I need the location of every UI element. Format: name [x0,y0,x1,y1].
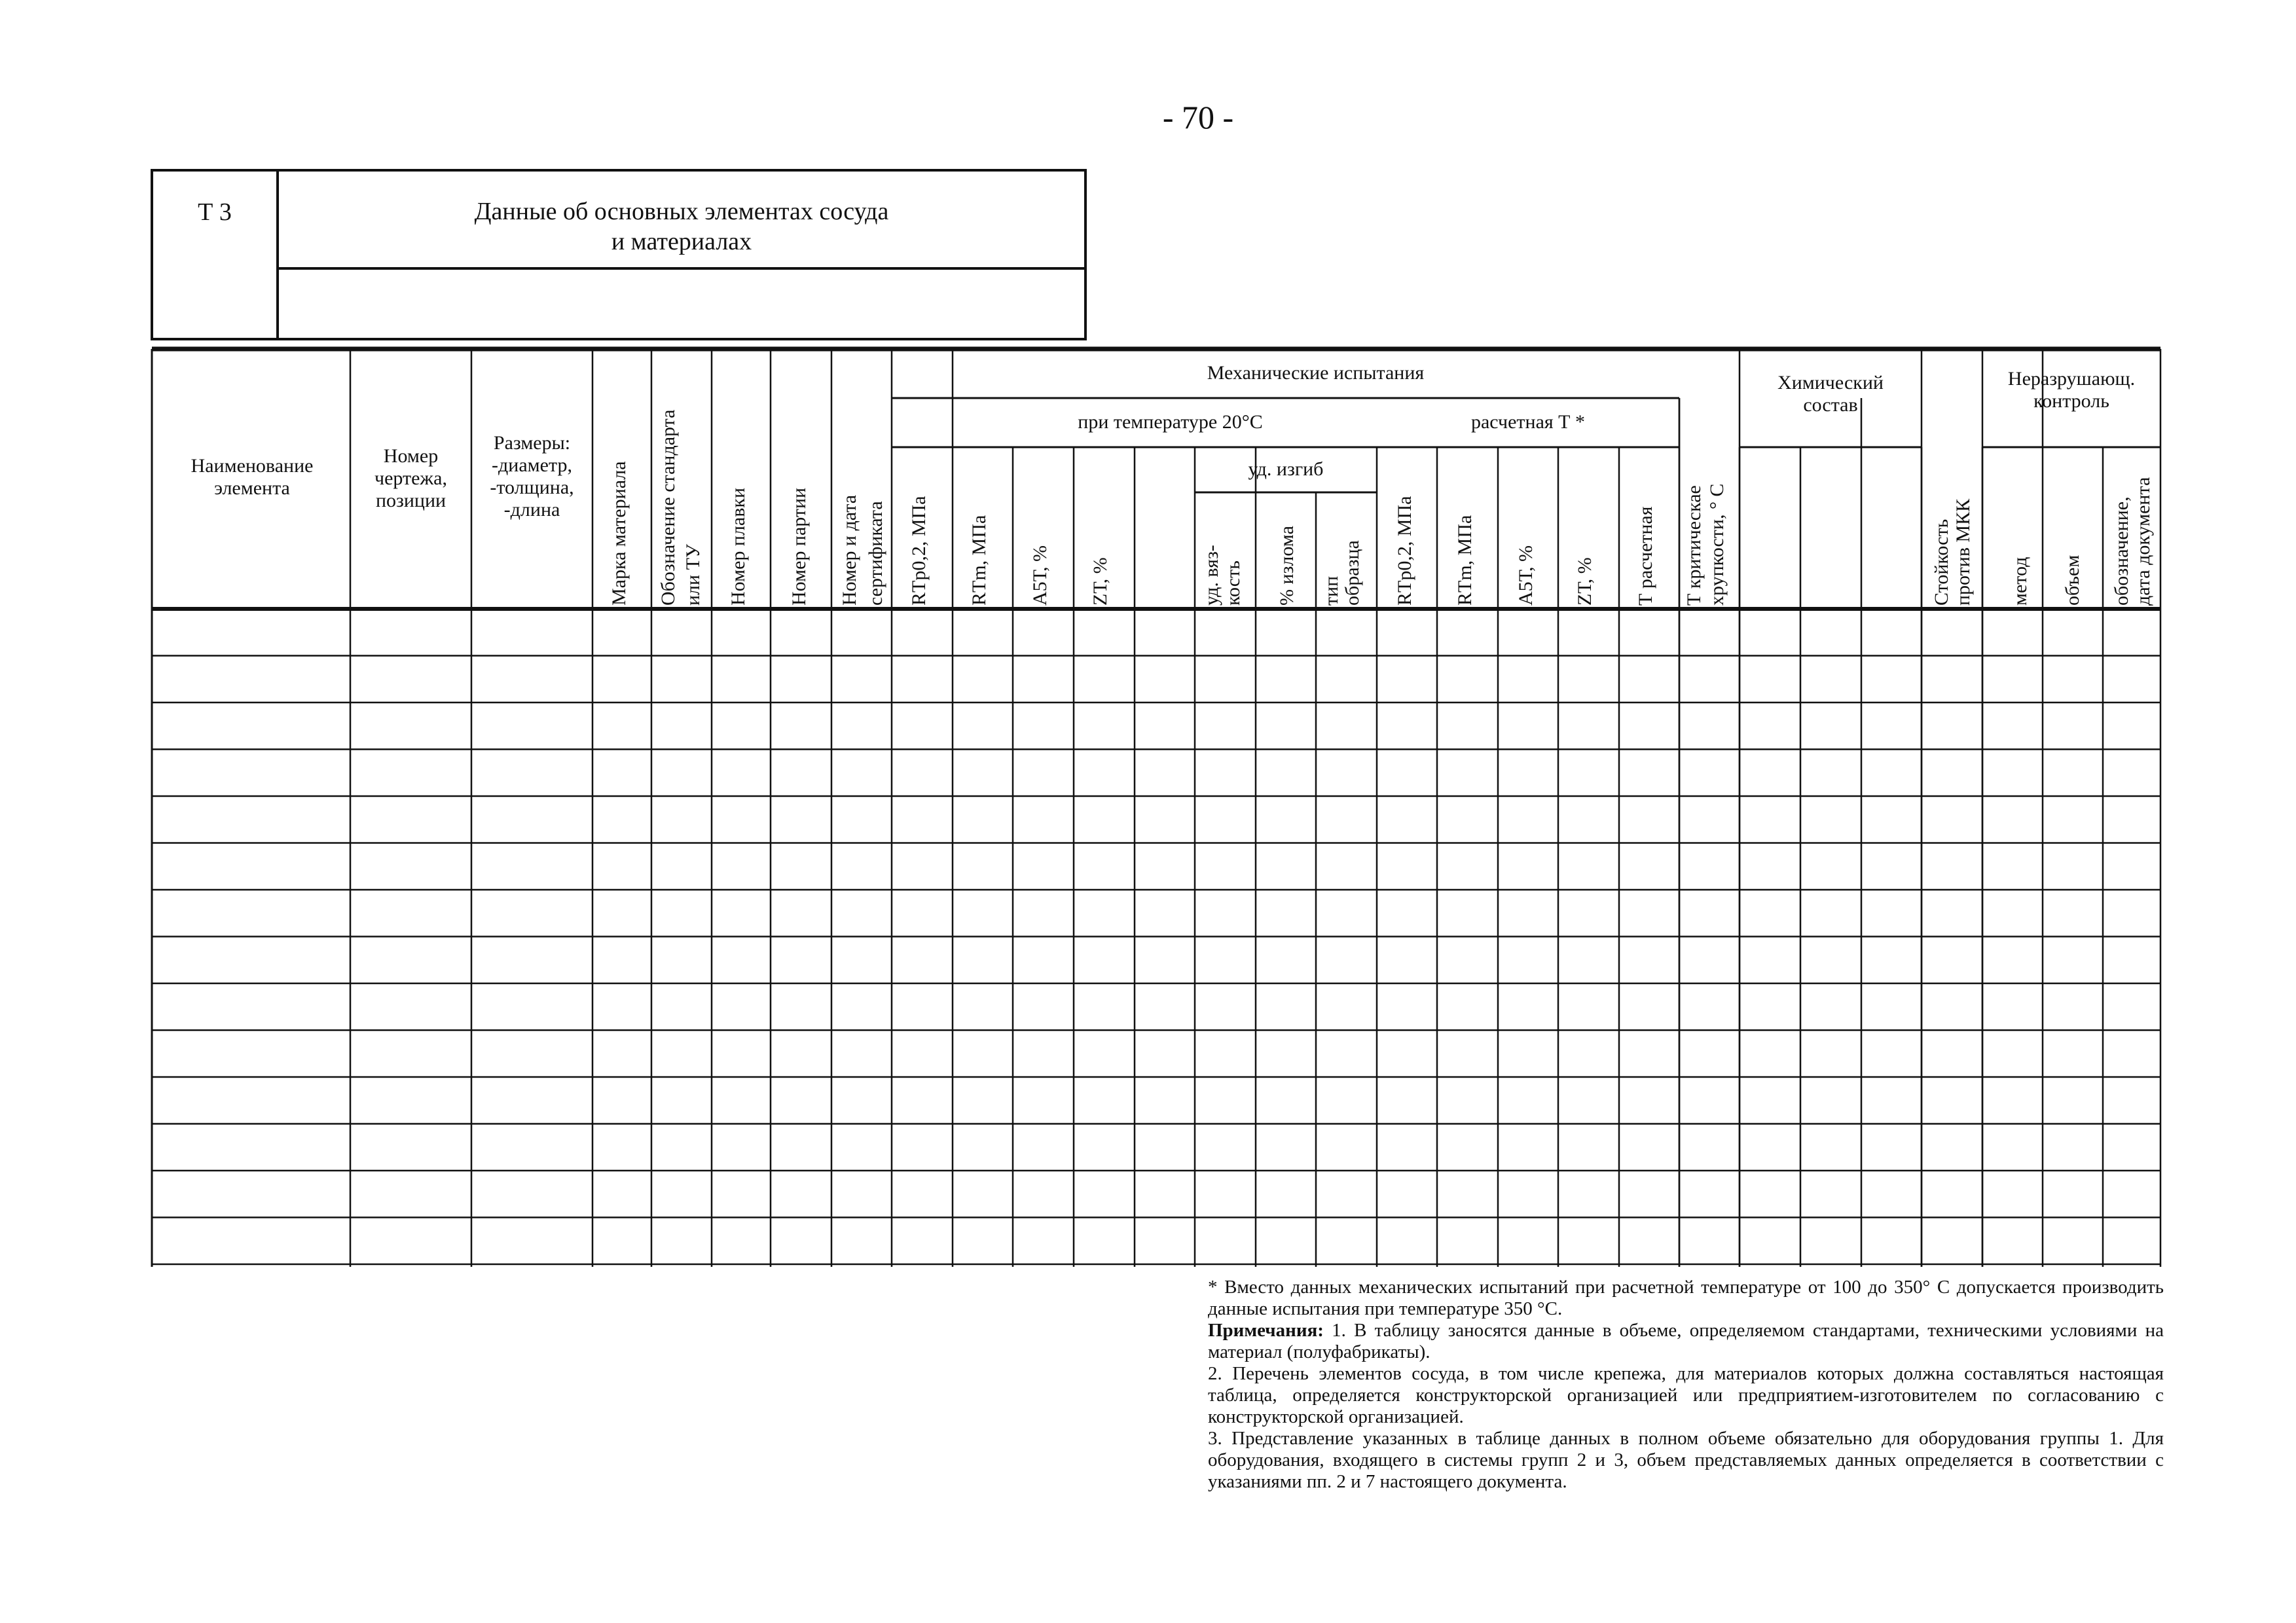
col-cert-number: Номер и дата [839,494,860,606]
col-ndt-doc: обозначение, [2111,496,2132,606]
col-standard: Обозначение стандарта [657,409,679,606]
notes-label: Примечания: [1208,1320,1324,1341]
col-rp02: RТp0,2, МПа [908,496,930,606]
col-ndt [1982,368,2160,412]
col-standard-tu: или ТУ [682,543,704,606]
col-element-name [154,455,350,500]
col-fracture: % излома [1276,526,1298,606]
col-drawing-number-line: позиции [375,490,446,511]
col-rm: RТm, МПа [968,515,990,606]
col-impact-bend-line: уд. изгиб [1248,458,1324,480]
col-ndt-volume: объем [2062,555,2083,606]
col-mechanical-tests-line: Механические испытания [1207,362,1425,384]
col-specimen-type: тип [1321,575,1342,606]
footnote: * Вместо данных механических испытаний при расчетной температуре от 100 до 350° С допускается производить данные испытания при температуре 350 °С. [1208,1277,2164,1319]
col-t-critical: Т критическае [1683,485,1705,606]
col-sizes [471,432,592,521]
col-chemical-line: Химический [1777,372,1884,393]
note-3: 3. Представление указанных в таблице данных в полном объеме обязательно для оборудования группы 1. Для оборудования, входящего в системы групп 2 и 3, объем представляемых данных определяется в соответствии с указаниями пп. 2 и 7 настоящего документа. [1208,1428,2164,1492]
note-2: 2. Перечень элементов сосуда, в том числе крепежа, для материалов которых должна составляться настоящая таблица, определяется конструкторской организацией или предприятием-изготовителем по согласованию с конструкторской организацией. [1208,1363,2164,1427]
col-a5-design: A5Т, % [1515,545,1537,606]
col-t-critical-2: хрупкости, ° С [1706,483,1728,606]
col-a5: A5Т, % [1029,545,1051,606]
col-sizes-line: -длина [503,499,560,520]
col-impact-toughness: уд. вяз- [1201,545,1222,606]
col-specimen-type-2: образца [1341,540,1363,606]
note-1 [1208,1320,2164,1363]
table-title-line1: Данные об основных элементах сосуда [474,198,889,225]
col-element-name-line: элемента [214,477,290,499]
col-t-design: Т расчетная [1635,506,1656,606]
note-1-text: 1. В таблицу заносятся данные в объеме, определяемом стандартами, техническими условиями на материал (полуфабрикаты). [1208,1320,2164,1362]
col-melt-number: Номер плавки [727,487,749,606]
col-drawing-number-line: чертежа, [374,467,447,489]
table-title-line2: и материалах [611,228,752,255]
col-drawing-number [350,445,471,512]
col-element-name-line: Наименование [191,455,314,477]
col-drawing-number-line: Номер [383,445,439,467]
col-rm-design: RТm, МПа [1454,515,1476,606]
table-code: Т 3 [153,172,279,338]
col-mkk: Стойкость [1931,519,1952,606]
col-ndt-line: контроль [2033,390,2109,412]
col-impact-toughness-2: кость [1222,560,1244,606]
col-mkk-2: против МКК [1952,498,1974,606]
col-ndt-line: Неразрушающ. [2007,368,2136,390]
col-ndt-doc-2: дата документа [2132,477,2154,606]
col-at-20c-line: при температуре 20°С [1078,411,1263,433]
col-design-temp [1377,411,1679,433]
col-rp02-design: RТp0,2, МПа [1394,496,1415,606]
col-chemical [1740,372,1922,416]
col-sizes-line: -диаметр, [492,454,572,476]
col-chemical-line: состав [1803,394,1858,416]
notes-section [1208,1277,2164,1493]
col-sizes-line: -толщина, [490,477,574,498]
col-batch-number: Номер партии [788,487,810,606]
col-sizes-line: Размеры: [493,432,571,454]
col-mechanical-tests [892,362,1740,384]
page-number: - 70 - [1162,99,1234,136]
col-design-temp-line: расчетная Т * [1470,411,1586,433]
col-z-design: ZТ, % [1574,557,1595,606]
col-material-grade: Марка материала [608,461,630,606]
col-cert-date: сертификата [865,501,886,606]
col-impact-bend [1195,458,1377,481]
col-ndt-method: метод [2009,556,2031,606]
col-z: ZТ, % [1089,557,1111,606]
col-at-20c [953,411,1388,433]
